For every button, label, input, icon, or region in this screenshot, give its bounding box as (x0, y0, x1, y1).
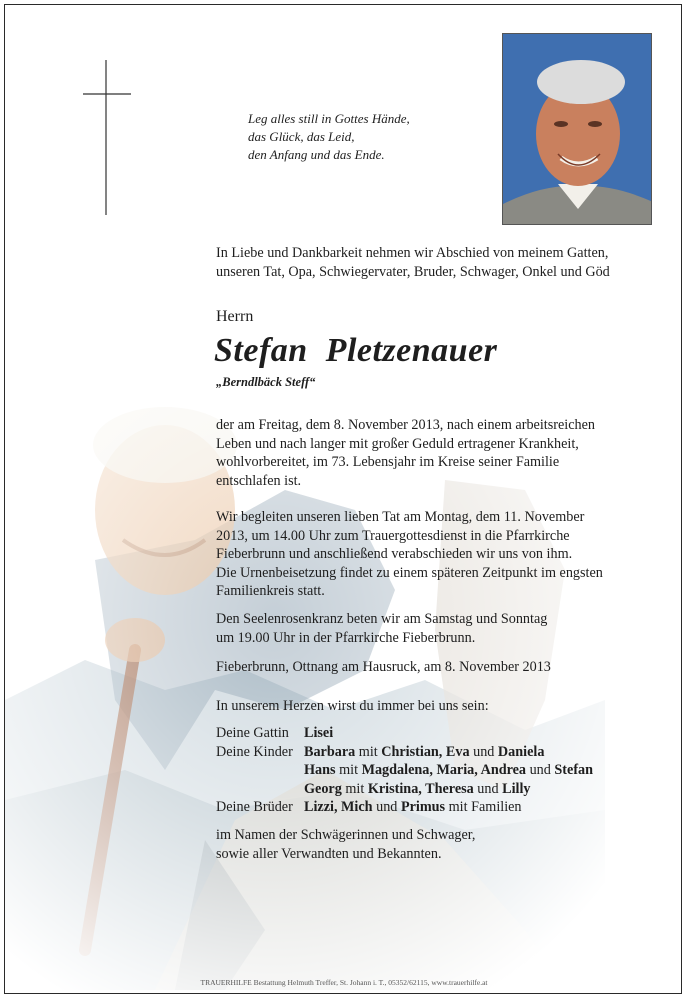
text-line: Den Seelenrosenkranz beten wir am Samstag und Sonntag (216, 611, 548, 627)
connector: mit (341, 780, 368, 797)
family-list (216, 724, 593, 817)
family-row-wife (216, 724, 593, 743)
intro-text (216, 244, 610, 281)
poem-line: Leg alles still in Gottes Hände, (248, 111, 410, 126)
place-date (216, 658, 551, 677)
connector: mit Familien (445, 799, 522, 815)
family-member: Stefan (554, 762, 594, 778)
family-role: Deine Gattin (216, 725, 289, 741)
connector: und (469, 743, 498, 760)
death-paragraph (216, 416, 595, 490)
family-member: Barbara (304, 743, 356, 760)
family-row-siblings (216, 798, 593, 817)
family-row-children (216, 761, 593, 780)
text-line: Fieberbrunn und anschließend verabschieden wir uns von ihm. (216, 546, 573, 562)
text-line: um 19.00 Uhr in der Pfarrkirche Fieberbrunn. (216, 629, 476, 646)
family-member: Christian, Eva (381, 743, 470, 760)
connector: und (372, 799, 401, 815)
closing-text (216, 826, 475, 863)
family-row-children (216, 743, 593, 762)
hearts-line (216, 697, 489, 716)
text-line: sowie aller Verwandten und Bekannten. (216, 845, 442, 862)
text-line: 2013, um 14.00 Uhr zum Trauergottesdienst in die Pfarrkirche (216, 527, 570, 544)
text-line: Wir begleiten unseren lieben Tat am Montag, dem 11. November (216, 509, 585, 525)
family-member: Lizzi, Mich (304, 799, 373, 815)
portrait-photo (502, 33, 652, 225)
text-line: Familienkreis statt. (216, 583, 325, 599)
poem-line: den Anfang und das Ende. (248, 147, 385, 162)
text-line: entschlafen ist. (216, 472, 302, 489)
connector: mit (335, 762, 362, 778)
connector: und (473, 780, 503, 797)
deceased-name: Stefan Pletzenauer (214, 332, 498, 369)
text-line: Die Urnenbeisetzung findet zu einem späteren Zeitpunkt im engsten (216, 564, 603, 581)
funeral-paragraph (216, 508, 603, 601)
rosary-paragraph (216, 610, 547, 647)
family-member: Magdalena, Maria, Andrea (361, 762, 527, 778)
text-line: Leben und nach langer mit großer Geduld ertragener Krankheit, (216, 435, 579, 452)
text-line: der am Freitag, dem 8. November 2013, nach einem arbeitsreichen (216, 417, 595, 433)
family-member: Lilly (502, 780, 531, 797)
family-role: Deine Kinder (216, 743, 293, 760)
intro-line: unseren Tat, Opa, Schwiegervater, Bruder, Schwager, Onkel und Göd (216, 263, 610, 280)
family-row-children (216, 780, 593, 799)
text-line: wohlvorbereitet, im 73. Lebensjahr im Kreise seiner Familie (216, 454, 560, 470)
place-date-line: Fieberbrunn, Ottnang am Hausruck, am 8. November 2013 (216, 659, 551, 675)
poem (248, 110, 410, 164)
cross-icon (83, 60, 133, 215)
deceased-nickname: „Berndlbäck Steff“ (216, 375, 316, 389)
family-member: Daniela (497, 743, 545, 760)
connector: mit (355, 743, 382, 760)
footer-imprint: TRAUERHILFE Bestattung Helmuth Treffer, St. Johann i. T., 05352/62115, www.trauerhilfe.at (200, 978, 488, 987)
family-member: Hans (304, 762, 336, 778)
family-member: Kristina, Theresa (367, 780, 474, 797)
family-member: Primus (400, 799, 446, 815)
poem-line: das Glück, das Leid, (248, 129, 355, 144)
family-member: Georg (304, 780, 342, 797)
text-line: im Namen der Schwägerinnen und Schwager, (216, 827, 476, 843)
hearts-text: In unserem Herzen wirst du immer bei uns sein: (216, 698, 489, 714)
salutation: Herrn (216, 308, 254, 325)
connector: und (526, 762, 555, 778)
intro-line: In Liebe und Dankbarkeit nehmen wir Abschied von meinem Gatten, (216, 245, 609, 261)
family-member: Lisei (304, 725, 334, 741)
family-role: Deine Brüder (216, 799, 293, 815)
